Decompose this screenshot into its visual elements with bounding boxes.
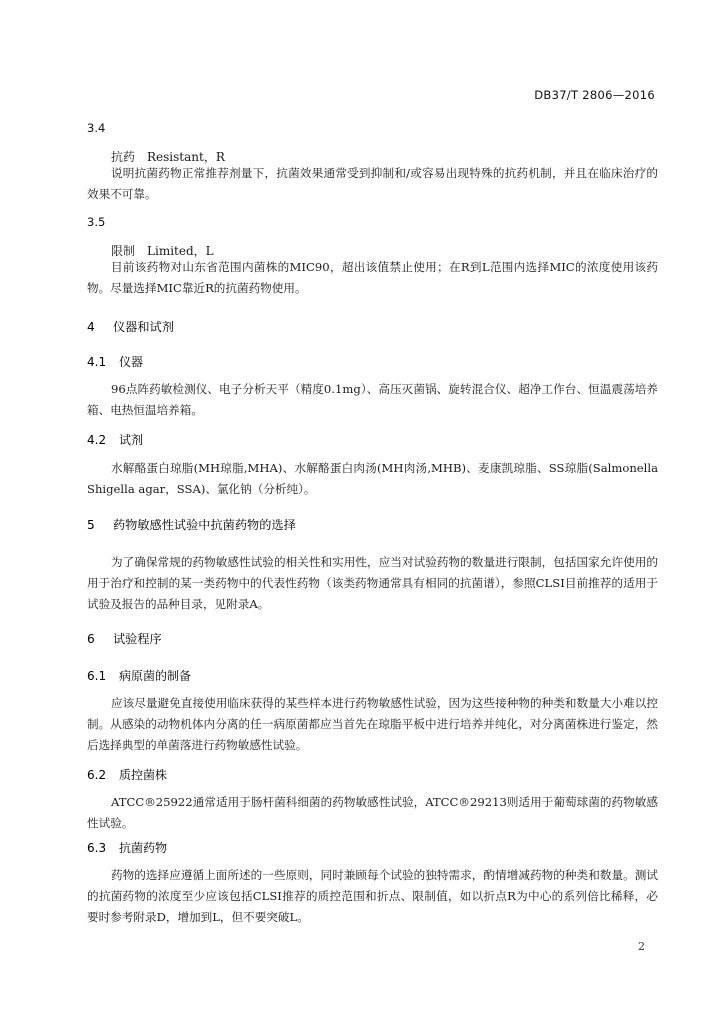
page-number: 2	[638, 940, 645, 953]
section-number: 6	[87, 632, 95, 646]
section-paragraph: 水解酪蛋白琼脂(MH琼脂,MHA)、水解酪蛋白肉汤(MH肉汤,MHB)、麦康凯琼脂、SS琼脂(Salmonella Shigella agar，SSA)、氯化钠（分析纯）。	[87, 461, 658, 496]
section-6-3-heading	[87, 839, 658, 856]
term-definition: 说明抗菌药物正常推荐剂量下，抗菌效果通常受到抑制和/或容易出现特殊的抗药机制，并且在临床治疗的效果不可靠。	[87, 166, 658, 201]
section-paragraph: 药物的选择应遵循上面所述的一些原则，同时兼顾每个试验的独特需求，酌情增减药物的种类和数量。测试的抗菌药物的浓度至少应该包括CLSI推荐的质控范围和折点、限制值，如以折点R为中心的系列倍比稀释，必要时参考附录D，增加到L，但不要突破L。	[87, 868, 658, 924]
section-4-2-heading	[87, 431, 658, 448]
section-paragraph: 应该尽量避免直接使用临床获得的某些样本进行药物敏感性试验，因为这些接种物的种类和数量大小难以控制。从感染的动物机体内分离的任一病原菌都应当首先在琼脂平板中进行培养并纯化，对分离菌株进行鉴定，然后选择典型的单菌落进行药物敏感性试验。	[87, 696, 658, 752]
term-definition: 目前该药物对山东省范围内菌株的MIC90，超出该值禁止使用；在R到L范围内选择MIC的浓度使用该药物。尽量选择MIC靠近R的抗菌药物使用。	[87, 260, 658, 295]
standard-code: DB37/T 2806—2016	[534, 88, 655, 102]
section-4-2-body	[87, 458, 658, 500]
section-number: 6.3	[87, 841, 107, 855]
section-title: 抗菌药物	[119, 841, 168, 855]
section-6-3-body	[87, 865, 658, 928]
section-paragraph: 96点阵药敏检测仪、电子分析天平（精度0.1mg）、高压灭菌锅、旋转混合仪、超净工作台、恒温震荡培养箱、电热恒温培养箱。	[87, 382, 658, 417]
section-6-1-heading	[87, 667, 658, 684]
section-number: 4.2	[87, 433, 107, 447]
clause-number: 3.4	[87, 121, 106, 135]
term-zh: 抗药	[111, 150, 136, 164]
section-number: 6.1	[87, 669, 107, 683]
section-number: 4.1	[87, 355, 107, 369]
term-zh: 限制	[111, 244, 136, 258]
section-5-heading	[87, 516, 658, 533]
term-3-5-definition	[87, 257, 658, 299]
term-en: Resistant，R	[147, 150, 225, 164]
section-number: 4	[87, 320, 95, 334]
section-6-2-body	[87, 792, 658, 834]
term-3-4	[87, 121, 658, 135]
section-6-2-heading	[87, 766, 658, 783]
clause-number: 3.5	[87, 215, 106, 229]
section-number: 5	[87, 518, 95, 532]
section-4-heading	[87, 318, 658, 335]
section-title: 试验程序	[113, 632, 162, 646]
section-paragraph: ATCC®25922通常适用于肠杆菌科细菌的药物敏感性试验，ATCC®29213则适用于葡萄球菌的药物敏感性试验。	[87, 795, 658, 830]
section-6-1-body	[87, 693, 658, 756]
term-3-5	[87, 215, 658, 229]
section-title: 仪器和试剂	[113, 320, 174, 334]
term-3-4-definition	[87, 163, 658, 205]
section-number: 6.2	[87, 768, 107, 782]
section-title: 试剂	[119, 433, 144, 447]
section-4-1-body	[87, 379, 658, 421]
section-4-1-heading	[87, 353, 658, 370]
section-paragraph: 为了确保常规的药物敏感性试验的相关性和实用性，应当对试验药物的数量进行限制，包括国家允许使用的用于治疗和控制的某一类药物中的代表性药物（该类药物通常具有相同的抗菌谱），参照CLSI目前推荐的适用于试验及报告的品种目录，见附录A。	[87, 555, 658, 611]
section-5-body	[87, 552, 658, 615]
section-6-heading	[87, 630, 658, 647]
section-title: 药物敏感性试验中抗菌药物的选择	[113, 518, 296, 532]
section-title: 病原菌的制备	[119, 669, 192, 683]
term-en: Limited，L	[147, 244, 214, 258]
section-title: 仪器	[119, 355, 144, 369]
section-title: 质控菌株	[119, 768, 168, 782]
